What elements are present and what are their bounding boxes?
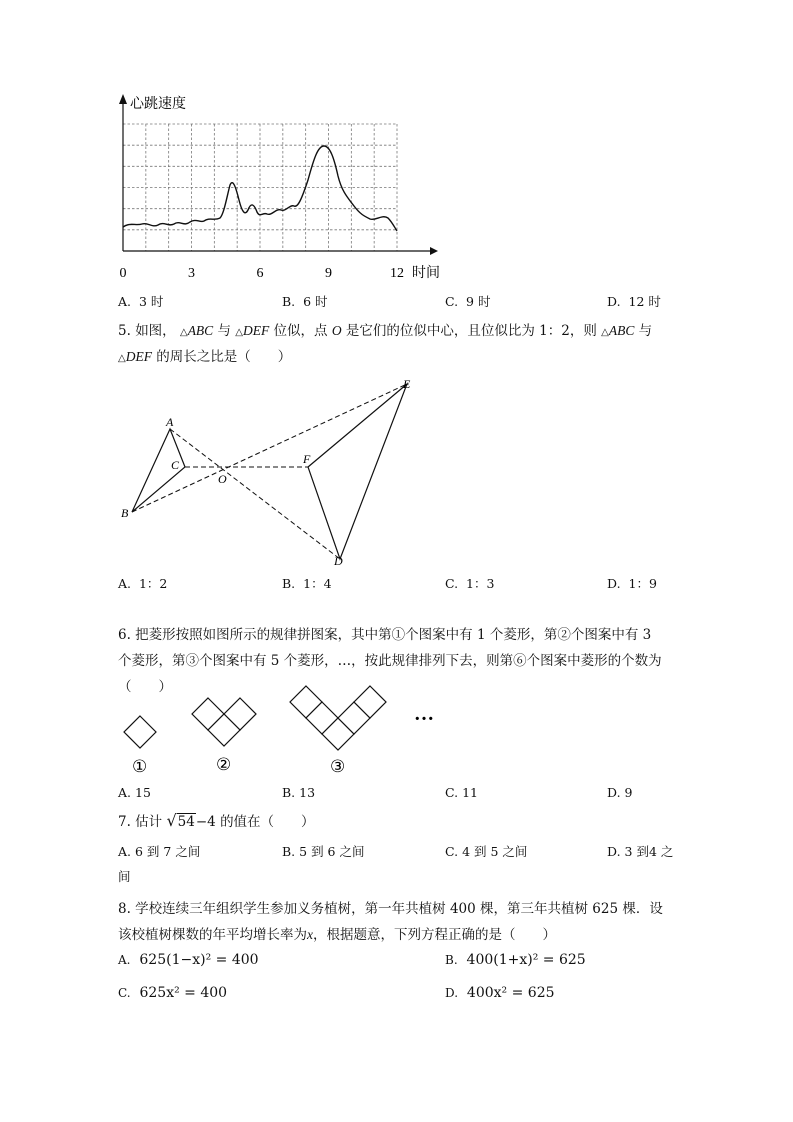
q5-option-d[interactable]: D. 1：9 [607, 576, 657, 591]
q6-option-b[interactable]: B. 13 [282, 785, 316, 800]
q6-option-c[interactable]: C. 11 [445, 785, 478, 800]
q8-stem-line1: 8. 学校连续三年组织学生参加义务植树，第一年共植树 400 棵，第三年共植树 625 棵．设 [118, 901, 663, 917]
q5-stem-line2: △DEF 的周长之比是（ ） [118, 349, 292, 365]
rhombus-patterns [110, 680, 450, 780]
x-tick-label: 3 [188, 266, 195, 281]
q5-option-c[interactable]: C. 1：3 [445, 576, 495, 591]
q5-option-b[interactable]: B. 1：4 [282, 576, 332, 591]
rhombus [124, 716, 156, 748]
label-e: E [403, 377, 411, 391]
x-tick-label: 12 [390, 266, 404, 281]
heart-rate-chart [100, 88, 460, 288]
q7-option-d-wrap: 间 [118, 869, 131, 884]
pattern-label-1: ① [132, 757, 148, 776]
chart-grid [123, 124, 397, 251]
x-tick-label: 6 [256, 266, 264, 281]
y-axis-arrow [119, 94, 127, 104]
q7-option-d[interactable]: D. 3 到4 之 [607, 844, 674, 859]
x-tick-label: 0 [119, 266, 127, 281]
q8-stem-line2: 该校植树棵数的年平均增长率为x，根据题意，下列方程正确的是（ ） [118, 927, 556, 943]
q6-stem-line2: 个菱形，第③个图案中有 5 个菱形，…，按此规律排列下去，则第⑥个图案中菱形的个数为 [118, 653, 662, 669]
q6-option-d[interactable]: D. 9 [607, 785, 633, 800]
sqrt-expression: √54 [166, 811, 195, 830]
label-f: F [303, 452, 311, 466]
triangle-def [308, 384, 407, 559]
q8-option-c[interactable]: C. 625x² = 400 [118, 985, 228, 1001]
q7-option-a[interactable]: A. 6 到 7 之间 [118, 844, 201, 859]
q7-option-b[interactable]: B. 5 到 6 之间 [282, 844, 365, 859]
y-axis-label: 心跳速度 [130, 97, 186, 112]
q4-option-d[interactable]: D. 12 时 [607, 294, 661, 309]
q6-stem-line1: 6. 把菱形按照如图所示的规律拼图案，其中第①个图案中有 1 个菱形，第②个图案中有 3 [118, 627, 652, 643]
triangle-symbol: △ [179, 327, 188, 338]
pattern-label-3: ③ [330, 757, 346, 776]
label-o: O [218, 472, 227, 486]
q5-stem-line1: 5. 如图， △ABC 与 △DEF 位似，点 O 是它们的位似中心，且位似比为 1：2，则 △ABC 与 [118, 323, 653, 339]
q5-option-a[interactable]: A. 1：2 [118, 576, 168, 591]
q8-option-b[interactable]: B. 400(1+x)² = 625 [445, 952, 586, 968]
triangle-symbol: △ [118, 353, 126, 364]
triangle-symbol: △ [235, 327, 243, 338]
q8-option-d[interactable]: D. 400x² = 625 [445, 985, 555, 1001]
pattern-ellipsis: … [414, 703, 434, 725]
label-b: B [121, 506, 129, 520]
q4-option-b[interactable]: B. 6 时 [282, 294, 328, 309]
q8-option-a[interactable]: A. 625(1−x)² = 400 [118, 952, 259, 968]
x-tick-label: 9 [325, 266, 332, 281]
q6-stem-line3: （ ） [118, 679, 172, 695]
label-c: C [171, 458, 180, 472]
q7-stem: 7. 估计 √54−4 的值在（ ） [118, 808, 315, 835]
x-axis-label: 时间 [412, 266, 440, 281]
sqrt-sign: √ [166, 811, 177, 830]
q4-option-a[interactable]: A. 3 时 [118, 294, 164, 309]
label-d: D [334, 554, 343, 568]
pattern-label-2: ② [216, 755, 232, 774]
q4-option-c[interactable]: C. 9 时 [445, 294, 491, 309]
triangle-symbol: △ [601, 327, 609, 338]
label-a: A [166, 415, 174, 429]
dashed-line-a-d [170, 429, 340, 559]
q7-option-c[interactable]: C. 4 到 5 之间 [445, 844, 528, 859]
homothety-figure [110, 372, 430, 572]
x-axis-arrow [430, 247, 438, 255]
q6-option-a[interactable]: A. 15 [118, 785, 151, 800]
